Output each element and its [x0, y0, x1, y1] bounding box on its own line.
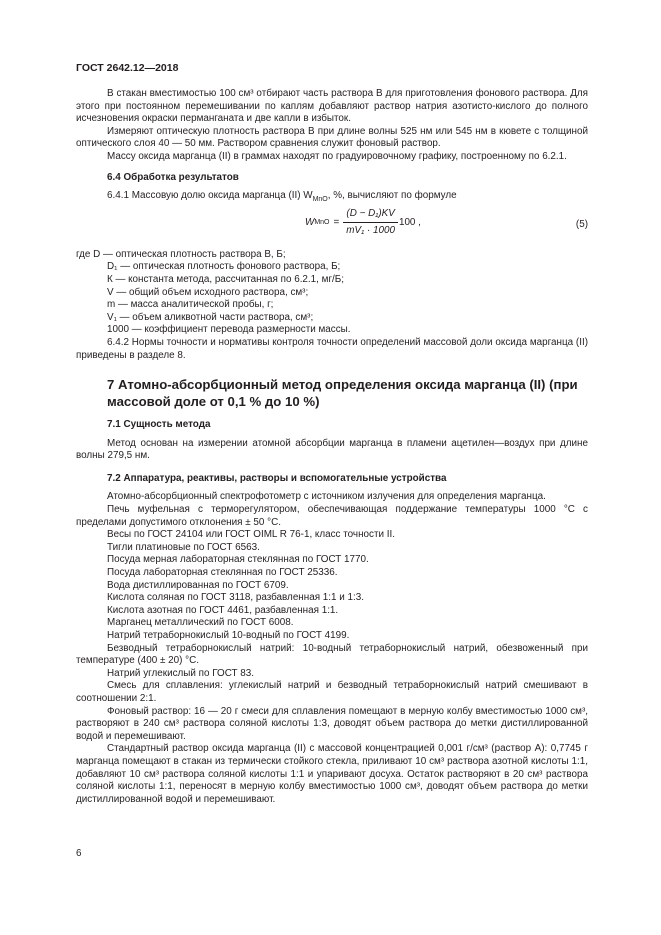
formula-numerator: (D − D₁)KV [343, 208, 397, 224]
equipment-item: Тигли платиновые по ГОСТ 6563. [107, 541, 260, 553]
page-number: 6 [76, 848, 82, 859]
equipment-item: Атомно-абсорбционный спектрофотометр с источником излучения для определения марганца. [107, 491, 546, 503]
where-item: V — общий объем исходного раствора, см³; [107, 286, 309, 298]
formula-denominator: mV₁ · 1000 [346, 225, 395, 237]
equipment-item: Весы по ГОСТ 24104 или ГОСТ OIML R 76-1, класс точности II. [107, 529, 395, 541]
equipment-item: Смесь для сплавления: углекислый натрий и безводный тетраборнокислый натрий смешивают в соотношении 2:1. [76, 680, 588, 704]
equipment-item: Натрий тетраборнокислый 10-водный по ГОСТ 4199. [107, 630, 350, 641]
equipment-item: Кислота азотная по ГОСТ 4461, разбавленная 1:1. [107, 604, 339, 616]
formula-expression: W MnO = $\frac{\text{(D − D₁)KV}}{\text{mV₁ · 1000}}$ 100 , [305, 207, 421, 237]
formula-intro-subscript: MnO [312, 196, 328, 204]
formula-intro [76, 190, 588, 203]
where-item: V₁ — объем аликвотной части раствора, см³; [107, 311, 314, 323]
formula-number: (5) [575, 218, 588, 230]
formula-fraction [343, 208, 398, 238]
equipment-item: Посуда лабораторная стеклянная по ГОСТ 25336. [107, 567, 338, 579]
section-heading-7-2: 7.2 Аппаратура, реактивы, растворы и вспомогательные устройства [107, 472, 447, 484]
equipment-item: Марганец металлический по ГОСТ 6008. [107, 617, 294, 629]
equipment-item: Кислота соляная по ГОСТ 3118, разбавленная 1:1 и 1:3. [107, 592, 365, 604]
equipment-item: Натрий углекислый по ГОСТ 83. [107, 667, 255, 679]
section-heading-7-1: 7.1 Сущность метода [107, 419, 211, 431]
section-heading-7: 7 Атомно-абсорбционный метод определения оксида марганца (II) (при массовой доле от 0,1 % до 10 %) [107, 377, 578, 409]
formula-factor: 100 , [398, 216, 421, 228]
where-item: D₁ — оптическая плотность фонового раствора, Б; [107, 261, 341, 273]
formula-5 [76, 208, 588, 246]
formula-lhs: W [305, 216, 315, 228]
document-body [76, 88, 588, 806]
equipment-item: Безводный тетраборнокислый натрий: 10-водный тетраборнокислый натрий, обезвоженный при температуре (400 ± 20) °С. [76, 642, 588, 667]
paragraph-7-1: Метод основан на измерении атомной абсорбции марганца в пламени ацетилен—воздух при длине волны 279,5 нм. [76, 437, 588, 462]
where-item: 1000 — коэффициент перевода размерности массы. [107, 324, 351, 336]
intro-paragraph: В стакан вместимостью 100 см³ отбирают часть раствора В для приготовления фонового раствора. Для этого при постоянном перемешивании по каплям добавляют раствор натрия азотисто-кислого до полного исчезновения окраски перманганата и две капли в избыток. [76, 88, 588, 125]
formula-intro-text: 6.4.1 Массовую долю оксида марганца (II) W [107, 190, 313, 202]
where-item: m — масса аналитической пробы, г; [107, 299, 274, 311]
formula-intro-tail: , %, вычисляют по формуле [327, 190, 457, 202]
formula-equals: = [333, 216, 340, 228]
document-header: ГОСТ 2642.12—2018 [76, 62, 179, 74]
equipment-item: Стандартный раствор оксида марганца (II) с массовой концентрацией 0,001 г/см³ (раствор А): 0,7745 г марганца помещают в стакан из термически стойкого стекла, приливают 10 см³ раствора азотной кислоты 1:1, добавляют 10 см³ раствора соляной кислоты 1:1 и упаривают досуха. Остаток растворяют в 20 см³ раствора соляной кислоты 1:1, переносят в мерную колбу вместимостью 1000 см³, доводят объем раствора до метки дистиллированной водой и перемешивают. [76, 743, 588, 805]
where-item: где D — оптическая плотность раствора В, Б; [76, 248, 286, 260]
equipment-item: Печь муфельная с терморегулятором, обеспечивающая поддержание температуры 1000 °С с пределами допустимого отклонения ± 50 °С. [76, 504, 588, 528]
intro-paragraph: Измеряют оптическую плотность раствора В при длине волны 525 нм или 545 нм в кювете с толщиной оптического слоя 40 — 50 мм. Раствором сравнения служит фоновый раствор. [76, 125, 588, 150]
equipment-item: Вода дистиллированная по ГОСТ 6709. [107, 579, 289, 591]
where-item: К — константа метода, рассчитанная по 6.2.1, мг/Б; [107, 273, 345, 285]
paragraph-6-4-2: 6.4.2 Нормы точности и нормативы контроля точности определений массовой доли оксида марганца (II) приведены в разделе 8. [76, 336, 588, 361]
equipment-item: Фоновый раствор: 16 — 20 г смеси для сплавления помещают в мерную колбу вместимостью 1000 см³, растворяют в 240 см³ раствора соляной кислоты 1:3, доводят объем раствора до метки дистиллированной водой и перемешивают. [76, 705, 588, 742]
intro-paragraph: Массу оксида марганца (II) в граммах находят по градуировочному графику, построенному по 6.2.1. [107, 150, 567, 162]
equipment-item: Посуда мерная лабораторная стеклянная по ГОСТ 1770. [107, 554, 369, 566]
section-heading-6-4: 6.4 Обработка результатов [107, 171, 239, 183]
